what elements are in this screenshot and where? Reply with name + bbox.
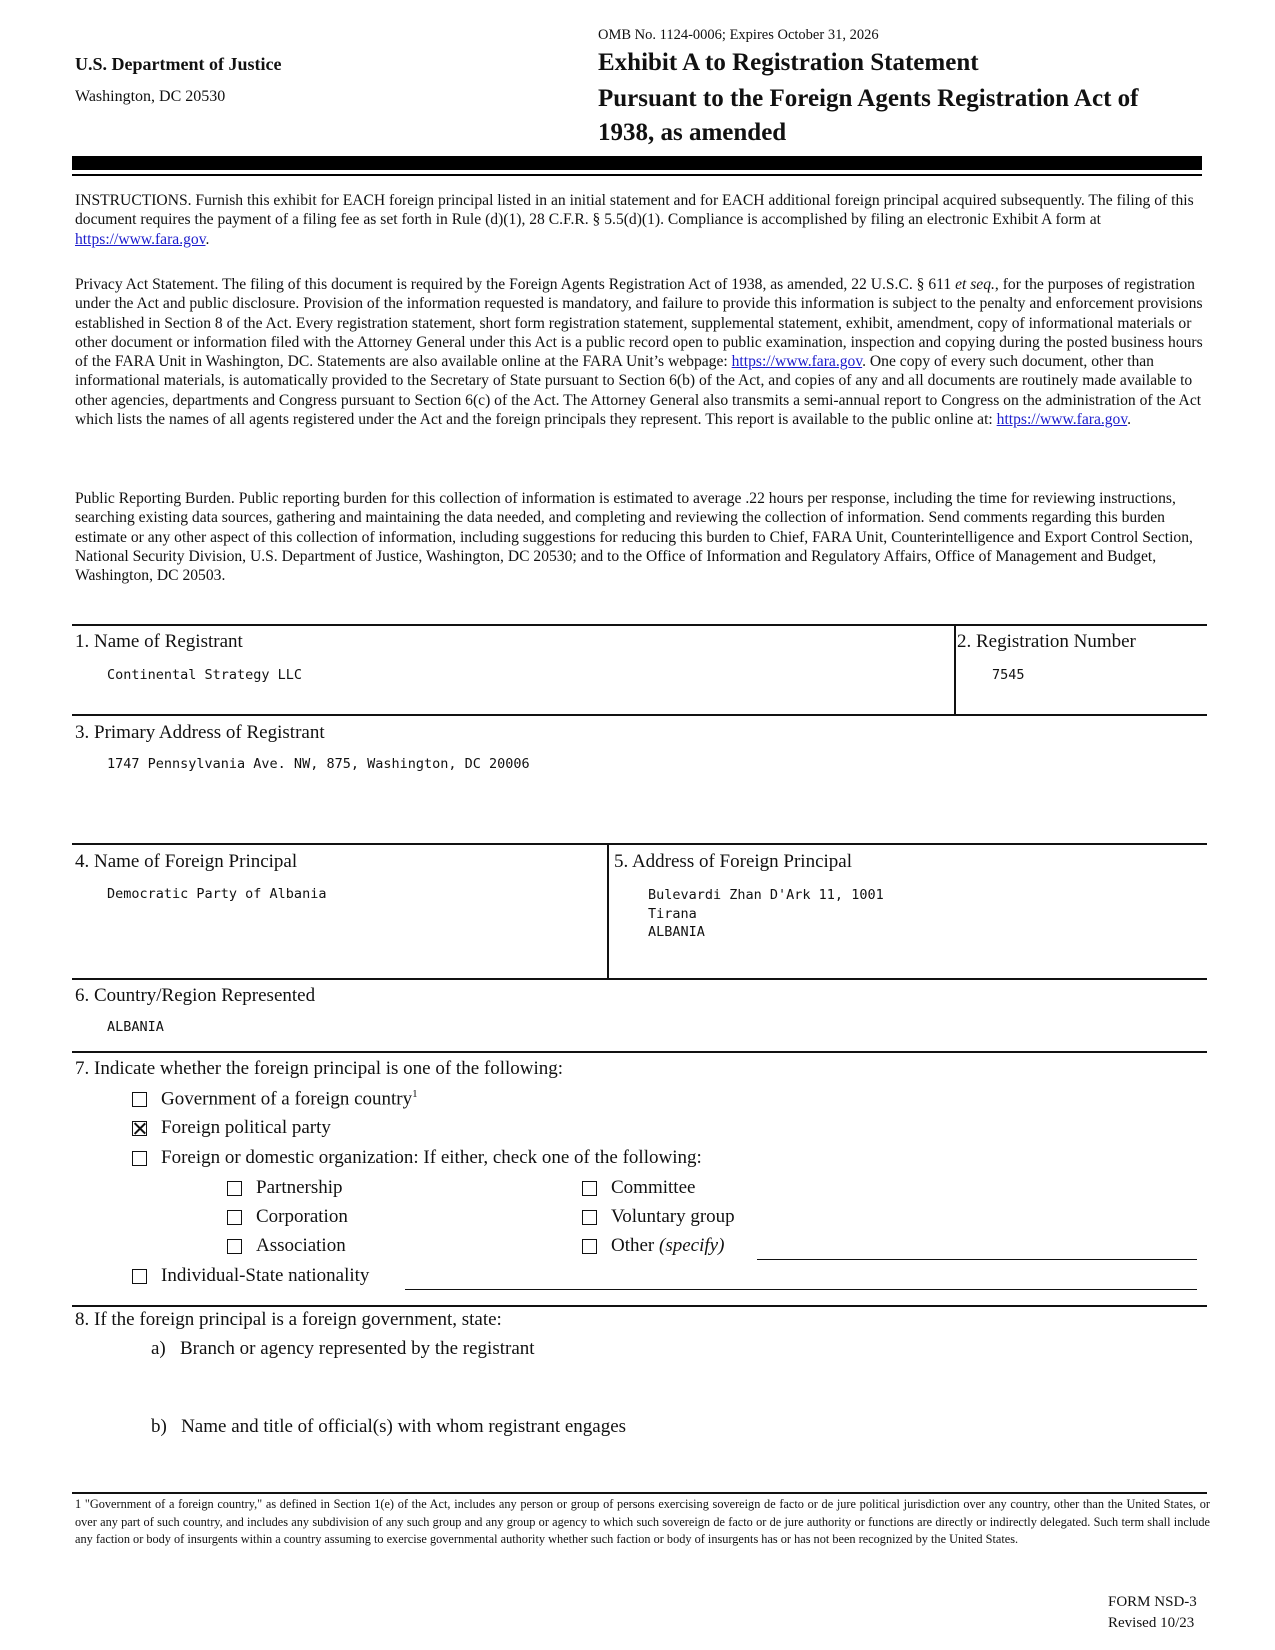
privacy-text-1: Privacy Act Statement. The filing of this document is required by the Foreign Agents Registration Act of 1938, as amended, 22 U.S.C. § 611 xyxy=(75,276,956,293)
option-association-label: Association xyxy=(256,1235,346,1256)
principal-address-line: Tirana xyxy=(648,905,697,922)
option-voluntary-group[interactable] xyxy=(582,1206,735,1228)
principal-address-label: 5. Address of Foreign Principal xyxy=(614,851,853,872)
option-individual[interactable] xyxy=(132,1265,369,1287)
option-government-text: Government of a foreign country xyxy=(161,1088,413,1110)
omb-number: OMB No. 1124-0006; Expires October 31, 2026 xyxy=(598,27,879,43)
section-divider xyxy=(72,624,1207,626)
privacy-paragraph xyxy=(75,275,1210,429)
option-organization-label: Foreign or domestic organization: If either, check one of the following: xyxy=(161,1147,702,1168)
fara-link-privacy-2[interactable]: https://www.fara.gov xyxy=(996,411,1128,429)
principal-address-field[interactable] xyxy=(648,886,884,942)
other-specify-field[interactable] xyxy=(757,1258,1197,1260)
privacy-text-2: , for the purposes of registration under the Act and public disclosure. Provision of the information requested is mandatory, and failure to provide this information is subject to the penalty and enforcement provisions established in Section 8 of the Act. Every registration statement, short form registration statement, supplemental statement, exhibit, amendment, copy of informational materials or other document or information filed with the Attorney General under this Act is a public record open to public examination, inspection and copying during the posted business hours of the FARA Unit in Washington, DC. Statements are also available online at the FARA Unit’s webpage: xyxy=(75,276,1203,371)
section-divider xyxy=(72,1051,1207,1053)
principal-name-label: 4. Name of Foreign Principal xyxy=(75,851,298,872)
instructions-paragraph xyxy=(75,191,1210,249)
footnote-divider xyxy=(72,1492,1207,1494)
country-label: 6. Country/Region Represented xyxy=(75,985,316,1006)
option-other-specify: (specify) xyxy=(659,1235,725,1256)
option-political-party[interactable] xyxy=(132,1117,331,1139)
burden-paragraph: Public Reporting Burden. Public reporting burden for this collection of information is estimated to average .22 hours per response, including the time for reviewing instructions, searching existing data sources, gathering and maintaining the data needed, and completing and reviewing the collection of information. Send comments regarding this burden estimate or any other aspect of this collection of information, including suggestions for reducing this burden to Chief, FARA Unit, Counterintelligence and Export Control Section, National Security Division, U.S. Department of Justice, Washington, DC 20530; and to the Office of Information and Regulatory Affairs, Office of Management and Budget, Washington, DC 20503. xyxy=(75,490,1193,585)
section-divider xyxy=(72,978,1207,980)
checkbox-government[interactable] xyxy=(132,1092,147,1107)
option-partnership-label: Partnership xyxy=(256,1177,343,1198)
individual-nationality-field[interactable] xyxy=(405,1288,1197,1290)
option-association[interactable] xyxy=(227,1235,346,1257)
option-committee-label: Committee xyxy=(611,1177,696,1198)
checkbox-association[interactable] xyxy=(227,1239,242,1254)
option-other-text: Other xyxy=(611,1235,655,1256)
instructions-tail: . xyxy=(205,230,210,248)
agency-name: U.S. Department of Justice xyxy=(75,54,282,74)
checkbox-political-party-checked[interactable] xyxy=(132,1121,147,1136)
privacy-tail: . xyxy=(1127,411,1132,429)
section-divider xyxy=(72,714,1207,716)
option-other-label xyxy=(611,1235,724,1257)
option-voluntary-group-label: Voluntary group xyxy=(611,1206,735,1227)
fara-link-instructions[interactable]: https://www.fara.gov xyxy=(75,230,206,248)
footnote-ref: 1 xyxy=(412,1088,418,1100)
option-government-label xyxy=(161,1088,418,1110)
q8-branch-label: a) Branch or agency represented by the registrant xyxy=(151,1338,535,1359)
q8-official-label: b) Name and title of official(s) with whom registrant engages xyxy=(151,1416,627,1437)
checkbox-corporation[interactable] xyxy=(227,1210,242,1225)
principal-address-line: Bulevardi Zhan D'Ark 11, 1001 xyxy=(648,887,884,903)
q7-label: 7. Indicate whether the foreign principal is one of the following: xyxy=(75,1058,564,1079)
section-divider xyxy=(72,1305,1207,1307)
checkbox-other[interactable] xyxy=(582,1239,597,1254)
header-divider-thin xyxy=(72,174,1202,176)
form-number: FORM NSD-3 xyxy=(1108,1594,1197,1610)
column-divider xyxy=(954,624,956,716)
privacy-et-seq: et seq. xyxy=(955,276,995,293)
option-individual-label: Individual-State nationality xyxy=(161,1265,370,1286)
option-government[interactable] xyxy=(132,1088,418,1110)
footnote-text: 1 "Government of a foreign country," as defined in Section 1(e) of the Act, includes any person or group of persons exercising sovereign de facto or de jure political jurisdiction over any country, other than the United States, or over any part of such country, and includes any subdivision of any such group and any group or agency to which such sovereign de facto or de jure authority or functions are directly or indirectly delegated. Such term shall include any faction or body of insurgents within a country assuming to exercise governmental authority whether such faction or body of insurgents has or has not been recognized by the United States. xyxy=(75,1497,1210,1546)
form-title-line1: Exhibit A to Registration Statement xyxy=(598,49,979,76)
option-organization[interactable] xyxy=(132,1147,702,1169)
form-title-line2: Pursuant to the Foreign Agents Registration Act of xyxy=(598,85,1139,112)
registrant-name-field[interactable]: Continental Strategy LLC xyxy=(107,667,303,683)
checkbox-individual[interactable] xyxy=(132,1269,147,1284)
registrant-address-field[interactable]: 1747 Pennsylvania Ave. NW, 875, Washington, DC 20006 xyxy=(107,756,530,772)
option-corporation-label: Corporation xyxy=(256,1206,348,1227)
header-divider-thick xyxy=(72,156,1202,170)
option-other[interactable] xyxy=(582,1235,724,1257)
country-field[interactable]: ALBANIA xyxy=(107,1019,164,1035)
registrant-address-label: 3. Primary Address of Registrant xyxy=(75,722,325,743)
q8-label: 8. If the foreign principal is a foreign government, state: xyxy=(75,1309,502,1330)
option-committee[interactable] xyxy=(582,1177,695,1199)
principal-name-field[interactable]: Democratic Party of Albania xyxy=(107,886,327,902)
form-revision: Revised 10/23 xyxy=(1108,1615,1195,1631)
registration-number-field[interactable]: 7545 xyxy=(992,667,1025,683)
checkbox-voluntary-group[interactable] xyxy=(582,1210,597,1225)
column-divider xyxy=(607,843,609,979)
registration-number-label: 2. Registration Number xyxy=(957,631,1136,652)
agency-address: Washington, DC 20530 xyxy=(75,88,226,105)
section-divider xyxy=(72,843,1207,845)
form-title-line3: 1938, as amended xyxy=(598,119,787,146)
checkbox-organization[interactable] xyxy=(132,1151,147,1166)
privacy-text-3: . One copy of every such document, other than informational materials, is automatically provided to the Secretary of State pursuant to Section 6(b) of the Act, and copies of any and all documents are routinely made available to other agencies, departments and Congress pursuant to Section 6(c) of the Act. The Attorney General also transmits a semi-annual report to Congress on the administration of the Act which lists the names of all agents registered under the Act and the foreign principals they represent. This report is available to the public online at: xyxy=(75,353,1202,429)
option-political-party-label: Foreign political party xyxy=(161,1117,331,1138)
option-partnership[interactable] xyxy=(227,1177,343,1199)
fara-link-privacy-1[interactable]: https://www.fara.gov xyxy=(731,353,863,371)
principal-address-line: ALBANIA xyxy=(648,924,705,940)
checkbox-partnership[interactable] xyxy=(227,1181,242,1196)
registrant-name-label: 1. Name of Registrant xyxy=(75,631,243,652)
option-corporation[interactable] xyxy=(227,1206,348,1228)
checkbox-committee[interactable] xyxy=(582,1181,597,1196)
instructions-text: INSTRUCTIONS. Furnish this exhibit for EACH foreign principal listed in an initial statement and for EACH additional foreign principal acquired subsequently. The filing of this document requires the payment of a filing fee as set forth in Rule (d)(1), 28 C.F.R. § 5.5(d)(1). Compliance is accomplished by filing an electronic Exhibit A form at xyxy=(75,192,1194,229)
